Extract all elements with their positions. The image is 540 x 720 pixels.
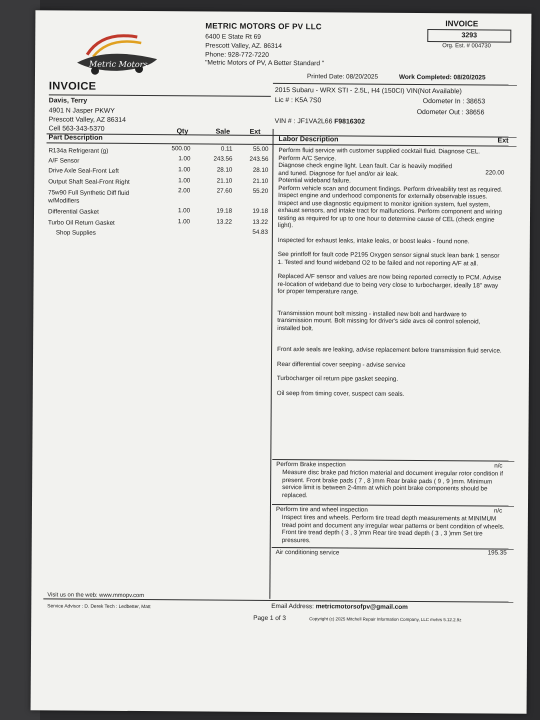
- labor-line: Perform fluid service with customer supplied cocktail fluid. Diagnose CEL. Perform A/C Service.: [278, 146, 481, 162]
- labor-line: Front axle seals are leaking, advise replacement before transmission fluid service.: [277, 345, 502, 355]
- part-ext: 28.10: [252, 166, 269, 174]
- company-name: METRIC MOTORS OF PV LLC: [205, 21, 322, 32]
- shop-logo: [57, 24, 167, 85]
- labor-line: Replaced A/F sensor and values are now being reported correctly to PCM. Advise re-location of wideband due to being very close to turbocharger, ideally 18" away for proper temperature range.: [277, 272, 502, 296]
- part-description: A/F Sensor: [48, 157, 80, 165]
- part-sale: 21.10: [216, 177, 233, 185]
- printed-date: Printed Date: 08/20/2025: [306, 73, 379, 81]
- parts-header-description: Part Description: [48, 134, 103, 142]
- part-qty: 500.00: [171, 145, 191, 153]
- customer-address-2: Prescott Valley, AZ 86314: [48, 116, 126, 124]
- company-phone: Phone: 928-772-7220: [205, 51, 269, 59]
- part-sale: 243.56: [213, 155, 233, 163]
- labor-ext: 220.00: [485, 169, 505, 177]
- part-ext: 21.10: [252, 177, 269, 185]
- odometer-in: Odometer In : 38653: [422, 97, 486, 106]
- part-qty: 1.00: [177, 218, 191, 226]
- part-ext: 13.22: [252, 218, 268, 226]
- labor-line: Turbocharger oil return pipe gasket seeping.: [276, 374, 399, 383]
- part-description: Turbo Oil Return Gasket: [47, 219, 115, 227]
- company-slogan: "Metric Motors of PV, A Better Standard ": [205, 59, 325, 68]
- labor-line: Perform vehicle scan and document findings. Perform driveability test as required. Inspect engine and underhood components for externally observable issues. Inspect and use diagnostic equipment to monitor ignition system, fuel system, exhaust sensors, and intake tract for malfunctions. Perform component and wiring testing as required for up to one hour to determine cause of CEL (check engine light).: [277, 184, 503, 230]
- invoice-label: INVOICE: [445, 19, 479, 29]
- footer-rule: [43, 598, 513, 602]
- part-description: Output Shaft Seal-Front Right: [48, 178, 130, 186]
- parts-header-ext: Ext: [249, 128, 261, 136]
- column-divider: [269, 129, 273, 599]
- part-qty: 1.00: [178, 155, 191, 163]
- tire-inspection-text: Inspect tires and wheels. Perform tire tread depth measurements at MINIMUM tread point and document any irregular wear patterns or bent condition of wheels. Front tire tread depth ( 3 , 3 )mm Rear tire tread depth ( 3 , 3 )mm Set tire pressures.: [281, 514, 505, 544]
- odometer-out: Odometer Out : 38656: [416, 108, 485, 117]
- part-sale: 13.22: [216, 218, 232, 226]
- part-ext: 243.56: [249, 155, 269, 163]
- website-text: Visit us on the web: www.mmopv.com: [47, 592, 145, 600]
- part-description: Drive Axle Seal-Front Left: [48, 167, 119, 175]
- service-advisor: Service Advisor : D. Derek Tech : Ledbetter, Matt: [47, 604, 151, 611]
- part-ext: 19.18: [252, 207, 269, 215]
- brake-inspection-title: Perform Brake inspection: [276, 460, 346, 469]
- labor-line: Oil seep from timing cover, suspect cam seals.: [276, 389, 405, 398]
- vehicle-vin: VIN # : JF1VA2L66 F9816302: [274, 117, 365, 126]
- part-sale: 0.11: [220, 145, 233, 153]
- svg-text:Metric Motors: Metric Motors: [89, 59, 148, 70]
- part-qty: 1.00: [177, 207, 191, 215]
- part-sale: 27.60: [216, 187, 233, 195]
- org-estimate-number: Org. Est. # 004730: [442, 43, 491, 50]
- brake-inspection-ext: n/c: [494, 462, 503, 470]
- work-completed-date: Work Completed: 08/20/2025: [398, 73, 486, 82]
- vehicle-description: 2015 Subaru - WRX STI - 2.5L, H4 (150CI) VIN(Not Available): [274, 86, 462, 96]
- vehicle-license: Lic # : K5A 7S0: [274, 96, 322, 105]
- labor-line: See printfoff for fault code P2195 Oxygen sensor signal stuck lean bank 1 sensor 1. Tested and found wideband O2 to be failed and not reporting A/F at all.: [277, 250, 500, 267]
- invoice-number: 3293: [427, 29, 511, 43]
- part-qty: 1.00: [178, 166, 191, 174]
- tire-inspection-title: Perform tire and wheel inspection: [275, 505, 368, 514]
- company-address-2: Prescott Valley, AZ. 86314: [205, 42, 282, 50]
- part-ext: 55.00: [252, 145, 269, 153]
- part-description: Differential Gasket: [48, 208, 99, 216]
- part-description: R134a Refrigerant (g): [48, 147, 109, 155]
- company-address-1: 6400 E State Rt 69: [205, 33, 262, 41]
- invoice-page: [31, 10, 532, 713]
- part-qty: 2.00: [178, 187, 191, 195]
- labor-line: Transmission mount bolt missing - installed new bolt and hardware to transmission mount. Bolt missing for driver's side avcs oil control solenoid, installed bolt.: [277, 309, 481, 332]
- divider: [273, 83, 517, 86]
- labor-header-ext: Ext: [497, 137, 509, 145]
- tire-inspection-ext: n/c: [493, 507, 503, 515]
- part-sale: 19.18: [216, 207, 233, 215]
- divider: [49, 94, 271, 97]
- brake-inspection-text: Measure disc brake pad friction material and document irregular rotor condition if present. Front brake pads ( 7 , 8 )mm Rear brake pads ( 9 , 9 )mm. Minimum service limit is between 2-4mm at which point brake components should be replaced.: [282, 469, 504, 499]
- part-description: 75w90 Full Synthetic Diff fluid: [48, 189, 130, 197]
- labor-header-description: Labor Description: [278, 135, 339, 144]
- part-sale: 28.10: [216, 166, 233, 174]
- copyright: Copyright (c) 2025 Mitchell Repair Information Company, LLC mvhrs 5.12.2.9z: [309, 616, 462, 623]
- labor-description: [277, 147, 504, 399]
- email-address: Email Address: metricmotorsofpv@gmail.com: [271, 602, 408, 611]
- parts-header-qty: Qty: [176, 128, 189, 136]
- invoice-heading: INVOICE: [48, 80, 97, 93]
- customer-address-1: 4901 N Jasper PKWY: [48, 107, 115, 115]
- labor-line: Inspected for exhaust leaks, intake leaks, or boost leaks - found none.: [277, 236, 470, 245]
- page-number: Page 1 of 3: [253, 614, 286, 623]
- labor-line: Potential wideband failure.: [278, 176, 351, 185]
- part-qty: 1.00: [178, 177, 191, 185]
- ac-service-ext: 195.35: [487, 549, 507, 557]
- shop-supplies-label: Shop Supplies: [55, 229, 96, 237]
- labor-line: Diagnose check engine light. Lean fault. Car is heavily modified and tuned. Diagnose for fuel and/or air leak.: [278, 161, 453, 178]
- parts-header-sale: Sale: [215, 128, 231, 136]
- part-description-continued: w/Modifiers: [48, 197, 80, 205]
- labor-line: Rear differential cover seeping - advise service: [276, 360, 406, 369]
- customer-cell: Cell 563-343-5370: [48, 125, 105, 133]
- ac-service-title: Air conditioning service: [275, 548, 340, 557]
- shop-supplies-ext: 54.83: [252, 228, 268, 236]
- part-ext: 55.20: [252, 187, 269, 195]
- customer-name: Davis, Terry: [48, 97, 88, 105]
